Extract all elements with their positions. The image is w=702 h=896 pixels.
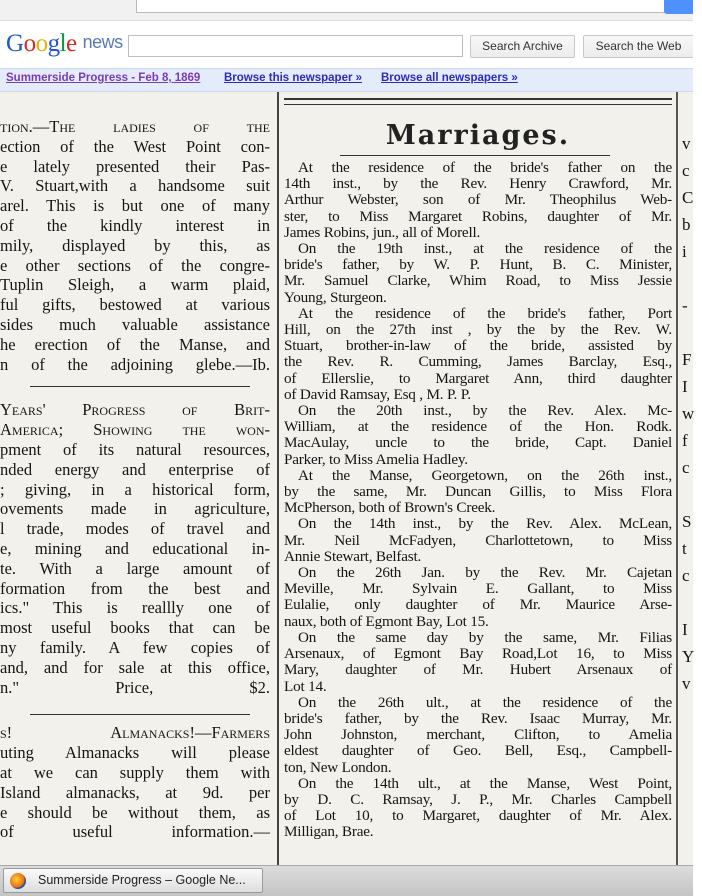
marriages-column-text — [284, 160, 672, 841]
taskbar — [0, 865, 693, 896]
marriage-notice-line: On the 14th ult., at the Manse, West Point, — [298, 774, 672, 792]
archive-search-input[interactable] — [128, 35, 463, 57]
column-line: ; giving, in a historical form, — [0, 479, 270, 499]
column-fragment: t — [682, 539, 687, 558]
search-archive-button[interactable]: Search Archive — [470, 35, 575, 58]
marriage-notice-line: Parker, to Miss Amelia Hadley. — [284, 450, 468, 468]
marriage-notice-line: MacAulay, uncle to the bride, Capt. Daniel — [284, 434, 672, 452]
marriage-notice-line: Mr. Neil McFadyen, Charlottetown, to Miss — [284, 531, 672, 549]
right-column-fragment — [682, 130, 702, 697]
column-line: l trade, modes of travel and — [0, 519, 270, 539]
newspaper-navbar — [0, 68, 693, 92]
marriage-notice-line: At the residence of the bride's father, Port — [298, 304, 672, 322]
marriage-notice-line: of Lot 10, to Margaret, daughter of Mr. Alex. — [284, 807, 672, 825]
column-line: uting Almanacks will please — [0, 743, 270, 763]
column-fragment — [682, 265, 702, 292]
column-fragment: v — [682, 674, 691, 693]
marriage-notice-line: by D. C. Ramsay, J. P., Mr. Charles Campbell — [284, 790, 672, 808]
marriage-notice-line: 14th inst., by the Rev. Henry Crawford, Mr. — [284, 175, 672, 193]
left-column-text — [0, 117, 270, 842]
news-header — [0, 22, 693, 68]
column-line: tion.—The ladies of the — [0, 117, 270, 136]
marriage-notice-line: At the residence of the bride's father on the — [298, 159, 672, 176]
column-divider — [676, 92, 678, 865]
column-line: e, mining and educational in- — [0, 538, 270, 558]
column-line: and, and for sale at this office, — [0, 657, 270, 677]
marriage-notice-line: ton, New London. — [284, 758, 392, 776]
marriage-notice-line: At the Manse, Georgetown, on the 26th inst., — [298, 466, 672, 484]
column-line: e lately presented their Pas- — [0, 156, 270, 176]
column-fragment: F — [682, 350, 692, 369]
firefox-icon — [10, 873, 26, 889]
marriage-notice-line: William, at the residence of the Hon. Rodk. — [284, 418, 672, 436]
column-line: mily, displayed by this, as — [0, 235, 270, 255]
column-line: most useful books that can be — [0, 618, 270, 638]
column-rule — [284, 98, 672, 100]
column-fragment: v — [682, 134, 691, 153]
column-fragment: f — [682, 431, 688, 450]
google-news-logo[interactable]: Google news — [6, 30, 123, 57]
marriage-notice-line: McPherson, both of Brown's Creek. — [284, 499, 496, 517]
marriage-notice-line: by the same, Mr. Duncan Gillis, to Miss Flora — [284, 483, 672, 501]
column-fragment: C — [682, 188, 694, 207]
browser-search-button[interactable] — [664, 0, 693, 14]
column-line — [0, 374, 270, 400]
column-line: America; Showing the won- — [0, 420, 270, 440]
marriage-notice-line: Arsenaux, of Egmont Bay Road,Lot 16, to Miss — [284, 645, 672, 663]
marriage-notice-line: James Robins, jun., all of Morell. — [284, 223, 481, 241]
column-line: ful gifts, bestowed at various — [0, 295, 270, 315]
column-line — [0, 697, 270, 723]
column-line: sides much valuable assistance — [0, 314, 270, 334]
marriage-notice-line: bride's father, by the Rev. Isaac Murray, Mr. — [284, 709, 672, 727]
logo-news-label: news — [82, 32, 123, 52]
column-line: ovements made in agriculture, — [0, 499, 270, 519]
column-divider — [277, 92, 279, 865]
column-line: e other sections of the congre- — [0, 255, 270, 275]
column-line: ics." This is reallly one of — [0, 598, 270, 618]
marriage-notice-line: Lot 14. — [284, 677, 327, 695]
column-fragment — [682, 319, 702, 346]
browse-newspaper-link[interactable]: Browse this newspaper » — [224, 72, 363, 84]
browser-address-bar[interactable] — [136, 0, 666, 13]
column-fragment: I — [682, 620, 688, 639]
column-fragment: w — [682, 404, 695, 423]
marriages-heading: Marriages. — [385, 120, 571, 151]
title-rule — [340, 155, 610, 156]
column-fragment — [682, 589, 702, 616]
browse-all-newspapers-link[interactable]: Browse all newspapers » — [381, 72, 518, 84]
column-line: he erection of the Manse, and — [0, 334, 270, 354]
column-line: ny family. A few copies of — [0, 637, 270, 657]
marriage-notice-line: Milligan, Brae. — [284, 823, 374, 841]
column-line: ection of the West Point con- — [0, 136, 270, 156]
marriage-notice-line: On the 20th inst., by the Rev. Alex. Mc- — [298, 402, 672, 420]
marriage-notice-line: Arthur Webster, son of Mr. Theophilus Web- — [284, 191, 672, 209]
column-fragment: S — [682, 512, 692, 531]
taskbar-window-button[interactable] — [3, 868, 263, 893]
column-fragment: i — [682, 242, 687, 261]
marriage-notice-line: of David Ramsay, Esq , M. P. P. — [284, 385, 471, 403]
top-strip — [0, 0, 693, 21]
column-line: arel. This is but one of many — [0, 196, 270, 216]
column-fragment: Y — [682, 647, 695, 666]
column-fragment: c — [682, 161, 690, 180]
column-line: pment of its natural resources, — [0, 439, 270, 459]
column-fragment: b — [682, 215, 691, 234]
marriage-notice-line: naux, both of Egmont Bay, Lot 15. — [284, 612, 489, 630]
column-line: Tuplin Sleigh, a warm plaid, — [0, 275, 270, 295]
column-fragment: - — [682, 296, 688, 315]
marriage-notice-line: eldest daughter of Geo. Bell, Esq., Campbell- — [284, 742, 672, 760]
marriage-notice-line: Annie Stewart, Belfast. — [284, 547, 422, 565]
marriage-notice-line: On the 26th ult., at the residence of the — [298, 693, 672, 711]
marriage-notice-line: Meville, Mr. Sylvain E. Gallant, to Miss — [284, 580, 672, 598]
column-line: formation from the best and — [0, 578, 270, 598]
taskbar-window-title: Summerside Progress – Google Ne... — [38, 873, 246, 887]
column-line: te. With a large amount of — [0, 558, 270, 578]
marriage-notice-line: Eulalie, only daughter of Mr. Maurice Arse- — [284, 596, 672, 614]
marriage-notice-line: Mary, daughter of Mr. Hubert Arsenaux of — [284, 661, 672, 679]
column-fragment — [682, 481, 702, 508]
column-line: nded energy and enterprise of — [0, 459, 270, 479]
marriage-notice-line: On the same day by the same, Mr. Filias — [298, 628, 672, 646]
column-line: n of the adjoining glebe.—Ib. — [0, 354, 270, 374]
newspaper-issue-link[interactable]: Summerside Progress - Feb 8, 1869 — [6, 72, 201, 84]
marriage-notice-line: On the 26th Jan. by the Rev. Mr. Cajetan — [298, 564, 672, 582]
column-line: s! Almanacks!—Farmers — [0, 723, 270, 743]
marriage-notice-line: of Ellerslie, to Margaret Ann, third daughter — [284, 369, 672, 387]
marriage-notice-line: Hill, on the 27th inst , by the by the Rev. W. — [284, 321, 672, 339]
column-line: of the kindly interest in — [0, 215, 270, 235]
marriage-notice-line: Young, Sturgeon. — [284, 288, 387, 306]
column-line: V. Stuart,with a handsome suit — [0, 176, 270, 196]
column-fragment: c — [682, 566, 690, 585]
column-line: e should be without them, as — [0, 802, 270, 822]
marriage-notice-line: On the 19th inst., at the residence of the — [298, 240, 672, 258]
marriage-notice-line: the Rev. R. Cumming, James Barclay, Esq., — [284, 353, 672, 371]
search-web-button[interactable]: Search the Web — [583, 35, 693, 58]
column-line: of useful information.— — [0, 822, 270, 842]
column-line: at we can supply them with — [0, 762, 270, 782]
marriage-notice-line: bride's father, by W. P. Hunt, B. C. Minister, — [284, 256, 672, 274]
column-line: Years' Progress of Brit- — [0, 400, 270, 420]
column-fragment: I — [682, 377, 688, 396]
marriage-notice-line: John Johnston, merchant, Clifton, to Amelia — [284, 726, 672, 744]
column-rule — [284, 104, 672, 105]
marriage-notice-line: ster, to Miss Margaret Robins, daughter of Mr. — [284, 207, 672, 225]
column-line: n." Price, $2. — [0, 677, 270, 697]
marriage-notice-line: Stuart, brother-in-law of the bride, assisted by — [284, 337, 672, 355]
newspaper-page-scan[interactable] — [0, 92, 693, 865]
column-fragment: c — [682, 458, 690, 477]
column-line: Island almanacks, at 9d. per — [0, 782, 270, 802]
marriage-notice-line: Mr. Samuel Clarke, Whim Road, to Miss Jessie — [284, 272, 672, 290]
marriage-notice-line: On the 14th inst., by the Rev. Alex. McLean, — [298, 515, 672, 533]
